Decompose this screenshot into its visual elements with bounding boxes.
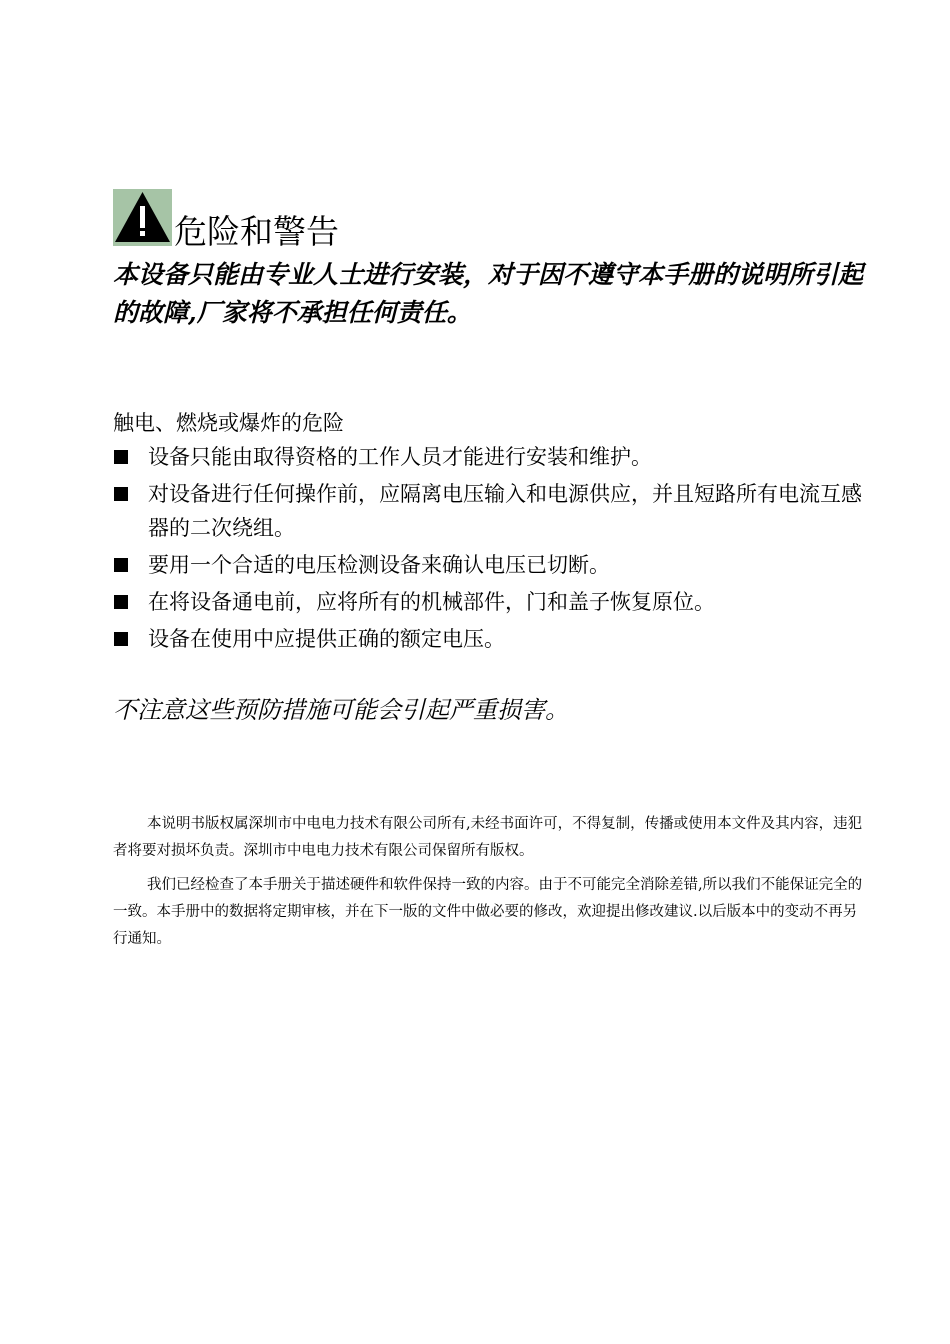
list-item — [113, 477, 873, 545]
hazards-title: 触电、燃烧或爆炸的危险 — [113, 411, 344, 435]
copyright-paragraph: 本说明书版权属深圳市中电电力技术有限公司所有,未经书面许可，不得复制，传播或使用本文件及其内容，违犯者将要对损坏负责。深圳市中电电力技术有限公司保留所有版权。 — [113, 816, 863, 859]
square-bullet-icon — [113, 548, 148, 582]
warning-triangle-graphic — [113, 189, 172, 246]
list-item — [113, 548, 873, 582]
copyright-notice — [113, 811, 865, 960]
square-bullet-icon — [113, 622, 148, 656]
list-item — [113, 585, 873, 619]
disclaimer-paragraph: 我们已经检查了本手册关于描述硬件和软件保持一致的内容。由于不可能完全消除差错,所以我们不能保证完全的一致。本手册中的数据将定期审核，并在下一版的文件中做必要的修改，欢迎提出修改建议.以后版本中的变动不再另行通知。 — [113, 877, 863, 947]
square-bullet-icon — [113, 477, 148, 545]
square-bullet-icon — [113, 440, 148, 474]
list-item-text: 要用一个合适的电压检测设备来确认电压已切断。 — [148, 553, 610, 577]
caution-statement: 不注意这些预防措施可能会引起严重损害。 — [113, 696, 569, 724]
list-item-text: 在将设备通电前，应将所有的机械部件，门和盖子恢复原位。 — [148, 590, 715, 614]
warning-lead-text: 本设备只能由专业人士进行安装，对于因不遵守本手册的说明所引起的故障,厂家将不承担任何责任。 — [113, 260, 864, 327]
warning-title: 危险和警告 — [174, 212, 339, 251]
list-item — [113, 440, 873, 474]
warning-exclamation-icon — [113, 189, 172, 246]
square-bullet-icon — [113, 585, 148, 619]
hazards-list — [113, 440, 873, 659]
list-item-text: 设备在使用中应提供正确的额定电压。 — [148, 627, 505, 651]
warning-header — [113, 186, 339, 251]
list-item-text: 对设备进行任何操作前，应隔离电压输入和电源供应，并且短路所有电流互感器的二次绕组。 — [148, 482, 862, 540]
list-item-text: 设备只能由取得资格的工作人员才能进行安装和维护。 — [148, 445, 652, 469]
list-item — [113, 622, 873, 656]
